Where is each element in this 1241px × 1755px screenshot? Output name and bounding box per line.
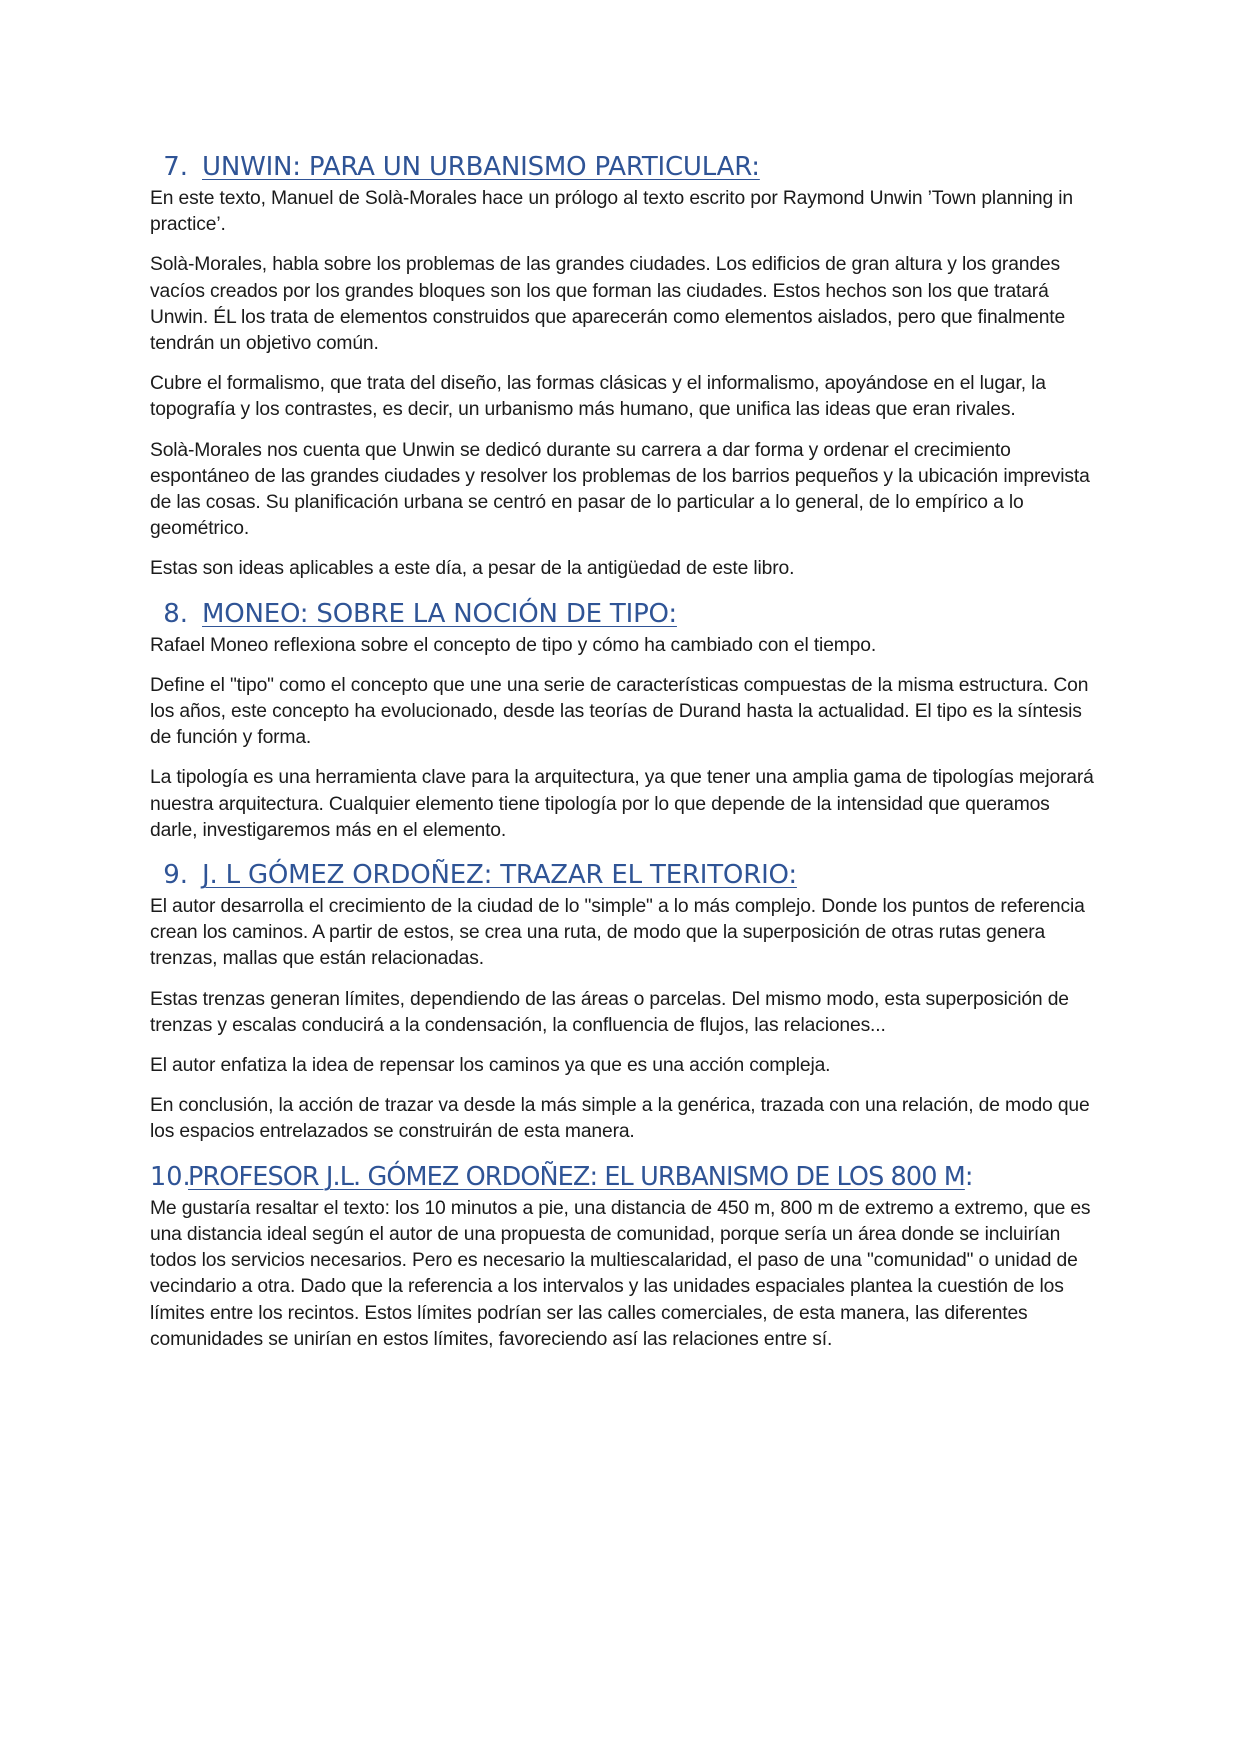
section-number: 7. [163,152,188,182]
paragraph: Solà-Morales, habla sobre los problemas de las grandes ciudades. Los edificios de gran altura y los grandes vacíos creados por los grandes bloques son los que forman las ciudades. Estos hechos son los que tratará Unwin. ÉL los trata de elementos construidos que aparecerán como elementos aislados, pero que finalmente tendrán un objetivo común. [150,254,1066,355]
section-title: J. L GÓMEZ ORDOÑEZ: TRAZAR EL TERITORIO: [202,860,797,891]
section-number: 9. [163,860,188,891]
paragraph: El autor enfatiza la idea de repensar los caminos ya que es una acción compleja. [150,1055,831,1077]
section-heading [150,597,1100,631]
paragraph: En este texto, Manuel de Solà-Morales hace un prólogo al texto escrito por Raymond Unwin ’Town planning in practice’. [150,188,1073,236]
section-9 [150,858,1100,1146]
section-title: UNWIN: PARA UN URBANISMO PARTICULAR: [202,152,760,182]
paragraph: Solà-Morales nos cuenta que Unwin se dedicó durante su carrera a dar forma y ordenar el crecimiento espontáneo de las grandes ciudades y resolver los problemas de los barrios pequeños y la ubicación imprevista de las cosas. Su planificación urbana se centró en pasar de lo particular a lo general, de lo empírico a lo geométrico. [150,439,1090,540]
paragraph: El autor desarrolla el crecimiento de la ciudad de lo "simple" a lo más complejo. Donde los puntos de referencia crean los caminos. A partir de estos, se crea una ruta, de modo que la superposición de otras rutas genera trenzas, mallas que están relacionadas. [150,896,1085,970]
paragraph: En conclusión, la acción de trazar va desde la más simple a la genérica, trazada con una relación, de modo que los espacios entrelazados se construirán de esta manera. [150,1095,1090,1143]
section-number: 10. [150,1161,191,1192]
section-7 [150,150,1100,583]
section-title-suffix: : [964,1161,974,1192]
section-title: MONEO: SOBRE LA NOCIÓN DE TIPO: [202,598,677,629]
paragraph: La tipología es una herramienta clave para la arquitectura, ya que tener una amplia gama de tipologías mejorará nuestra arquitectura. Cualquier elemento tiene tipología por lo que depende de la intensidad que queramos darle, investigaremos más en el elemento. [150,767,1094,841]
paragraph: Define el "tipo" como el concepto que une una serie de características compuestas de la misma estructura. Con los años, este concepto ha evolucionado, desde las teorías de Durand hasta la actualidad. El tipo es la síntesis de función y forma. [150,674,1089,749]
paragraph: Cubre el formalismo, que trata del diseño, las formas clásicas y el informalismo, apoyándose en el lugar, la topografía y los contrastes, es decir, un urbanismo más humano, que unifica las ideas que eran rivales. [150,373,1046,421]
paragraph: Rafael Moneo reflexiona sobre el concepto de tipo y cómo ha cambiado con el tiempo. [150,634,877,656]
section-title: PROFESOR J.L. GÓMEZ ORDOÑEZ: EL URBANISMO DE LOS 800 M [188,1161,965,1192]
section-heading [150,150,1100,184]
section-number: 8. [163,598,188,629]
section-8 [150,597,1100,844]
document-page [150,150,1100,1367]
section-10 [150,1160,1100,1353]
section-heading [150,858,1100,892]
paragraph: Estas trenzas generan límites, dependiendo de las áreas o parcelas. Del mismo modo, esta superposición de trenzas y escalas conducirá a la condensación, la confluencia de flujos, las relaciones... [150,988,1069,1036]
paragraph: Me gustaría resaltar el texto: los 10 minutos a pie, una distancia de 450 m, 800 m de extremo a extremo, que es una distancia ideal según el autor de una propuesta de comunidad, porque sería un área donde se incluirían todos los servicios necesarios. Pero es necesario la multiescalaridad, el paso de una "comunidad" o unidad de vecindario a otra. Dado que la referencia a los intervalos y las unidades espaciales plantea la cuestión de los límites entre los recintos. Estos límites podrían ser las calles comerciales, de esta manera, las diferentes comunidades se unirían en estos límites, favoreciendo así las relaciones entre sí. [150,1197,1091,1350]
paragraph: Estas son ideas aplicables a este día, a pesar de la antigüedad de este libro. [150,558,795,580]
section-heading [150,1160,1100,1194]
